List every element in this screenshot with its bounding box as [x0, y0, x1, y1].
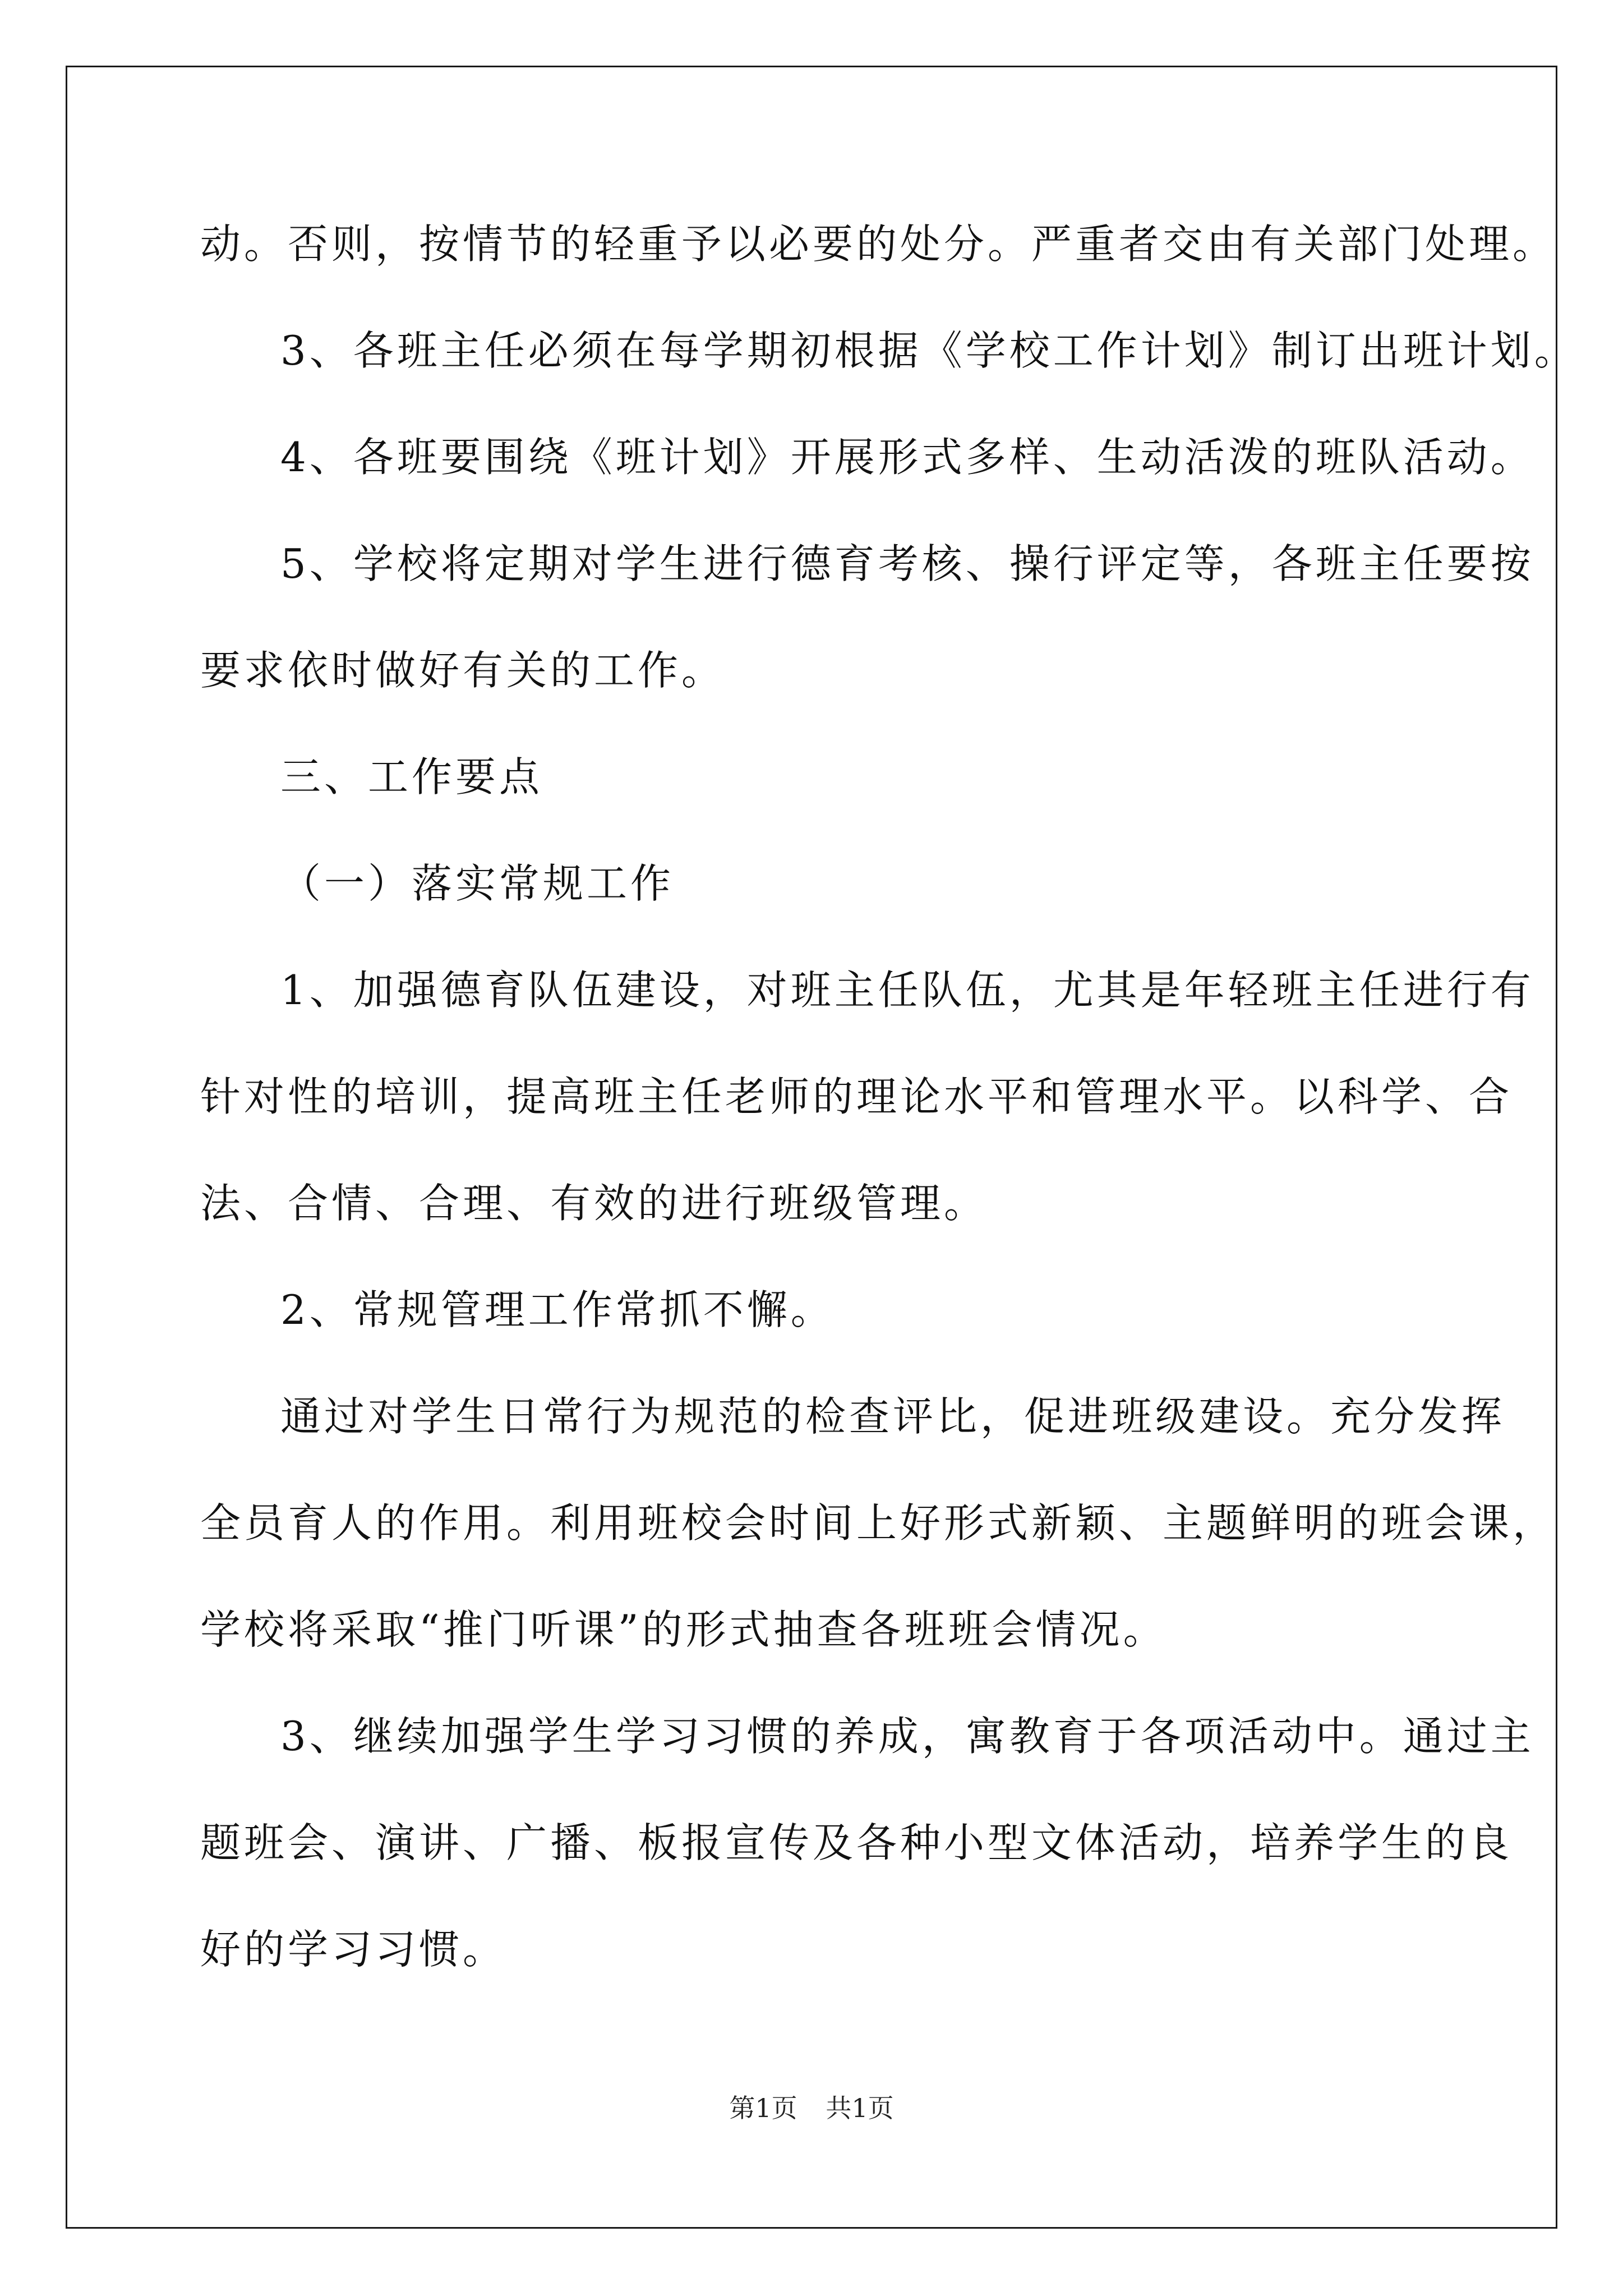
text-line: 3、各班主任必须在每学期初根据《学校工作计划》制订出班计划。 [280, 327, 1578, 374]
text-line: 法、合情、合理、有效的进行班级管理。 [200, 1180, 988, 1227]
text-line: 要求依时做好有关的工作。 [200, 647, 726, 694]
text-line: 动。否则，按情节的轻重予以必要的处分。严重者交由有关部门处理。 [200, 220, 1557, 268]
text-line: 1、加强德育队伍建设，对班主任队伍，尤其是年轻班主任进行有 [280, 967, 1534, 1014]
text-line: 2、常规管理工作常抓不懈。 [280, 1286, 834, 1333]
section-heading: 三、工作要点 [280, 753, 543, 800]
text-line: 学校将采取“推门听课”的形式抽查各班班会情况。 [200, 1606, 1167, 1653]
text-line: 4、各班要围绕《班计划》开展形式多样、生动活泼的班队活动。 [280, 434, 1534, 481]
text-line: 3、继续加强学生学习习惯的养成，寓教育于各项活动中。通过主 [280, 1713, 1534, 1760]
page-number: 第1页 [729, 2093, 797, 2123]
text-line: 5、学校将定期对学生进行德育考核、操行评定等，各班主任要按 [280, 540, 1534, 587]
text-line: 题班会、演讲、广播、板报宣传及各种小型文体活动，培养学生的良 [200, 1819, 1513, 1866]
text-line: 针对性的培训，提高班主任老师的理论水平和管理水平。以科学、合 [200, 1073, 1513, 1120]
page-total: 共1页 [826, 2093, 894, 2123]
text-line: 通过对学生日常行为规范的检查评比，促进班级建设。充分发挥 [280, 1393, 1506, 1440]
page-border [66, 66, 1557, 2229]
subsection-heading: （一）落实常规工作 [280, 860, 675, 907]
page-footer [0, 2091, 1623, 2125]
text-line: 好的学习习惯。 [200, 1926, 507, 1973]
text-line: 全员育人的作用。利用班校会时间上好形式新颖、主题鲜明的班会课， [200, 1499, 1557, 1547]
